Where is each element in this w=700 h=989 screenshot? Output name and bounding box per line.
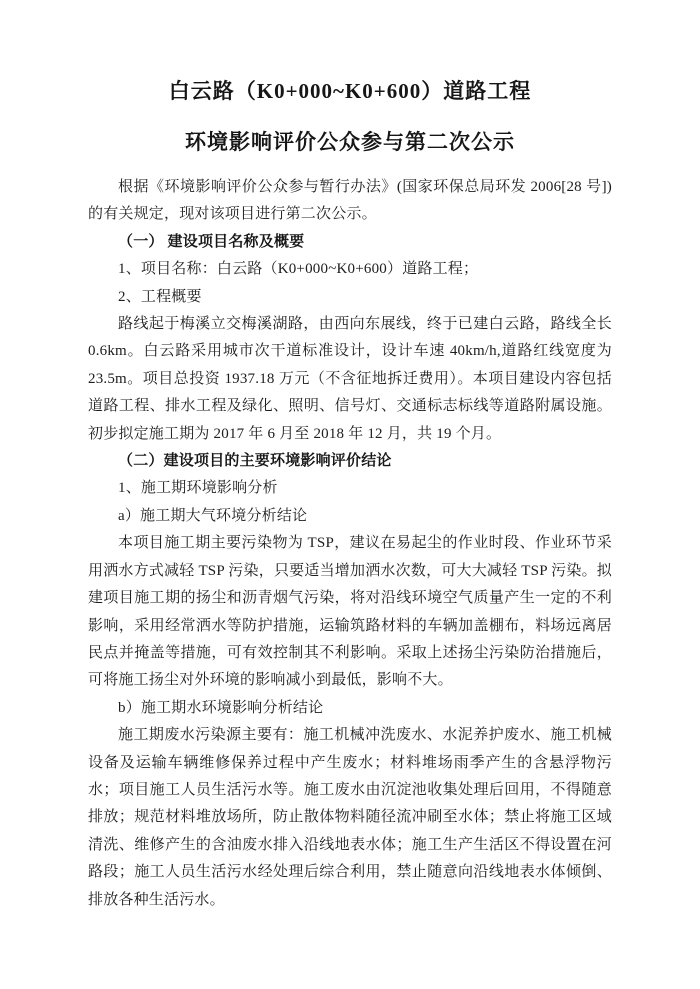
document-title-line2: 环境影响评价公众参与第二次公示	[185, 130, 515, 154]
item-water-analysis-heading: b）施工期水环境影响分析结论	[118, 699, 324, 716]
item-air-analysis-heading: a）施工期大气环境分析结论	[118, 507, 308, 524]
air-impact-paragraph: 本项目施工期主要污染物为 TSP，建议在易起尘的作业时段、作业环节采用洒水方式减轻 TSP 污染，只要适当增加洒水次数，可大大减轻 TSP 污染。拟建项目施工期的扬尘和沥青烟气污染，将对沿线环境空气质量产生一定的不利影响，采用经常洒水等防护措施，运输筑路材料的车辆加盖棚布，料场远离居民点并掩盖等措施，可有效控制其不利影响。采取上述扬尘污染防治措施后，可将施工扬尘对外环境的影响减小到最低，影响不大。	[88, 535, 612, 689]
water-impact-paragraph: 施工期废水污染源主要有：施工机械冲洗废水、水泥养护废水、施工机械设备及运输车辆维修保养过程中产生废水；材料堆场雨季产生的含悬浮物污水；项目施工人员生活污水等。施工废水由沉淀池收集处理后回用，不得随意排放；规范材料堆放场所，防止散体物料随径流冲刷至水体；禁止将施工区域清洗、维修产生的含油废水排入沿线地表水体；施工生产生活区不得设置在河路段；施工人员生活污水经处理后综合利用，禁止随意向沿线地表水体倾倒、排放各种生活污水。	[88, 727, 612, 908]
item-construction-impact-analysis: 1、施工期环境影响分析	[118, 480, 278, 497]
document-body	[88, 174, 612, 914]
intro-paragraph: 根据《环境影响评价公众参与暂行办法》(国家环保总局环发 2006[28 号])的有关规定，现对该项目进行第二次公示。	[88, 179, 612, 223]
section-2-heading: （二）建设项目的主要环境影响评价结论	[118, 453, 392, 470]
item-project-name: 1、项目名称：白云路（K0+000~K0+600）道路工程；	[118, 261, 479, 278]
project-overview-paragraph: 路线起于梅溪立交梅溪湖路，由西向东展线，终于已建白云路，路线全长 0.6km。白云路采用城市次干道标准设计，设计车速 40km/h,道路红线宽度为 23.5m。项目总投资 1937.18 万元（不含征地拆迁费用）。本项目建设内容包括道路工程、排水工程及绿化、照明、信号灯、交通标志标线等道路附属设施。初步拟定施工期为 2017 年 6 月至 2018 年 12 月，共 19 个月。	[88, 316, 612, 442]
document-title-line1: 白云路（K0+000~K0+600）道路工程	[168, 79, 532, 103]
section-1-heading: （一） 建设项目名称及概要	[118, 233, 305, 250]
item-project-summary: 2、工程概要	[118, 288, 202, 305]
